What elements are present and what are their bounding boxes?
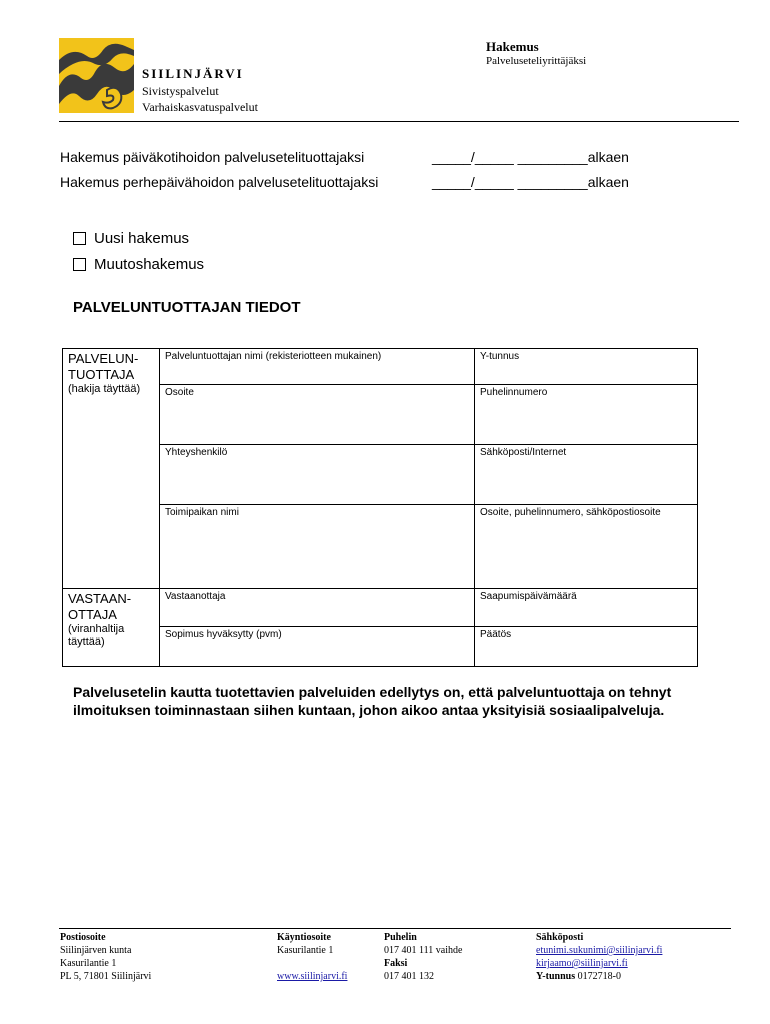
change-application-option[interactable] bbox=[73, 256, 204, 273]
receiver-field[interactable]: Vastaanottaja bbox=[160, 589, 475, 627]
website-link[interactable]: www.siilinjarvi.fi bbox=[277, 971, 348, 982]
business-id-label: Y-tunnus bbox=[536, 971, 576, 982]
document-title: Hakemus bbox=[486, 39, 539, 54]
new-application-checkbox[interactable] bbox=[73, 232, 86, 245]
org-department: Sivistyspalvelut bbox=[142, 84, 219, 98]
phone-heading: Puhelin bbox=[384, 932, 417, 943]
visiting-line: Kasurilantie 1 bbox=[277, 945, 334, 956]
receiver-note-2: täyttää) bbox=[68, 636, 105, 648]
business-id-value: 0172718-0 bbox=[577, 971, 621, 982]
email-link[interactable]: etunimi.sukunimi@siilinjarvi.fi bbox=[536, 945, 663, 956]
header-divider bbox=[59, 121, 739, 122]
change-application-label: Muutoshakemus bbox=[94, 256, 205, 273]
fax-line: 017 401 132 bbox=[384, 971, 434, 982]
registry-email-link[interactable]: kirjaamo@siilinjarvi.fi bbox=[536, 958, 628, 969]
provider-note: (hakija täyttää) bbox=[68, 383, 141, 395]
section-title: PALVELUNTUOTTAJAN TIEDOT bbox=[73, 299, 301, 316]
document-subtitle: Palveluseteliyrittäjäksi bbox=[486, 55, 587, 67]
business-id-line bbox=[536, 970, 662, 983]
arrival-date-field[interactable]: Saapumispäivämäärä bbox=[475, 589, 698, 627]
visiting-heading: Käyntiosoite bbox=[277, 932, 331, 943]
phone-field[interactable]: Puhelinnumero bbox=[475, 385, 698, 445]
siilinjarvi-logo-icon bbox=[59, 38, 134, 113]
email-heading: Sähköposti bbox=[536, 932, 584, 943]
provider-side-label bbox=[63, 349, 160, 589]
phone-line: 017 401 111 vaihde bbox=[384, 945, 463, 956]
receiver-title-2: OTTAJA bbox=[68, 607, 117, 622]
receiver-side-label bbox=[63, 589, 160, 667]
fax-heading: Faksi bbox=[384, 958, 408, 969]
provider-info-table bbox=[62, 348, 698, 667]
contract-approved-field[interactable]: Sopimus hyväksytty (pvm) bbox=[160, 627, 475, 667]
org-name: SIILINJÄRVI bbox=[142, 66, 244, 81]
office-name-field[interactable]: Toimipaikan nimi bbox=[160, 505, 475, 589]
footer-postal bbox=[60, 931, 151, 983]
business-id-field[interactable]: Y-tunnus bbox=[475, 349, 698, 385]
provider-title-1: PALVELUN- bbox=[68, 351, 139, 366]
postal-heading: Postiosoite bbox=[60, 932, 106, 943]
provider-title-2: TUOTTAJA bbox=[68, 367, 135, 382]
office-contact-field[interactable]: Osoite, puhelinnumero, sähköpostiosoite bbox=[475, 505, 698, 589]
footer-phone bbox=[384, 931, 462, 983]
application-daycare-date-field[interactable]: _____/_____ _________alkaen bbox=[432, 149, 629, 165]
new-application-option[interactable] bbox=[73, 230, 189, 247]
footer-email bbox=[536, 931, 662, 983]
postal-line: Kasurilantie 1 bbox=[60, 958, 117, 969]
email-internet-field[interactable]: Sähköposti/Internet bbox=[475, 445, 698, 505]
application-family-daycare-date-field[interactable]: _____/_____ _________alkaen bbox=[432, 174, 629, 190]
provider-name-field[interactable]: Palveluntuottajan nimi (rekisteriotteen mukainen) bbox=[160, 349, 475, 385]
application-daycare-label: Hakemus päiväkotihoidon palvelusetelituottajaksi bbox=[60, 149, 365, 165]
receiver-note-1: (viranhaltija bbox=[68, 623, 125, 635]
footer-visiting bbox=[277, 931, 347, 983]
footer-divider bbox=[59, 928, 731, 929]
postal-line: PL 5, 71801 Siilinjärvi bbox=[60, 971, 152, 982]
postal-line: Siilinjärven kunta bbox=[60, 945, 132, 956]
requirement-notice: Palvelusetelin kautta tuotettavien palveluiden edellytys on, että palveluntuottaja on tehnyt ilmoituksen toiminnastaan siihen kuntaan, johon aikoo antaa yksityisiä sosiaalipalveluja. bbox=[73, 684, 672, 718]
change-application-checkbox[interactable] bbox=[73, 258, 86, 271]
decision-field[interactable]: Päätös bbox=[475, 627, 698, 667]
receiver-title-1: VASTAAN- bbox=[68, 591, 132, 606]
contact-person-field[interactable]: Yhteyshenkilö bbox=[160, 445, 475, 505]
new-application-label: Uusi hakemus bbox=[94, 230, 190, 247]
address-field[interactable]: Osoite bbox=[160, 385, 475, 445]
application-family-daycare-label: Hakemus perhepäivähoidon palvelusetelituottajaksi bbox=[60, 174, 379, 190]
org-unit: Varhaiskasvatuspalvelut bbox=[142, 100, 258, 114]
